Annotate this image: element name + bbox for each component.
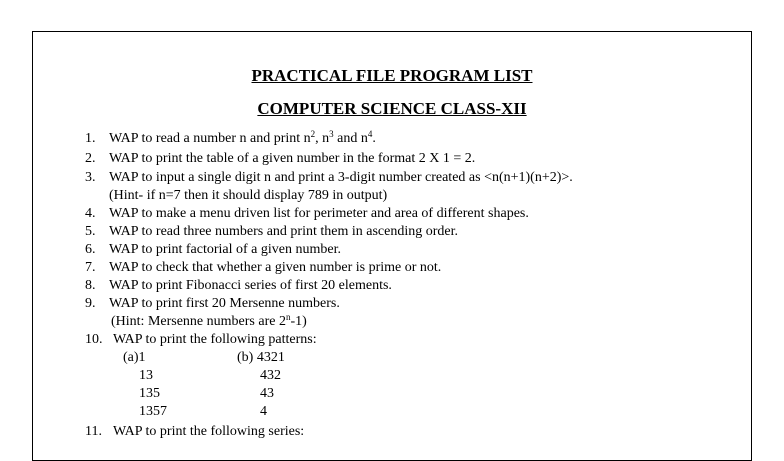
pattern-b-row: 4 xyxy=(260,404,267,419)
pattern-b-row: 43 xyxy=(260,386,274,401)
item-number: 4. xyxy=(85,206,96,221)
page-subtitle: COMPUTER SCIENCE CLASS-XII xyxy=(257,99,527,118)
pattern-a-row: 135 xyxy=(139,386,160,401)
item-text: WAP to read a number n and print $n^2$, $n^3$ and $n^4$. xyxy=(109,129,376,146)
item-number: 10. xyxy=(85,332,103,347)
item-text: WAP to print the table of a given number in the format 2 X 1 = 2. xyxy=(109,151,476,166)
item-3-hint: (Hint- if n=7 then it should display 789 in output) xyxy=(109,188,388,203)
item-number: 9. xyxy=(85,296,96,311)
item-number: 3. xyxy=(85,170,96,185)
pattern-a-label: (a)1 xyxy=(123,350,146,365)
item-text: WAP to print Fibonacci series of first 20 elements. xyxy=(109,278,392,293)
pattern-a-row: 1357 xyxy=(139,404,167,419)
item-number: 6. xyxy=(85,242,96,257)
item-number: 5. xyxy=(85,224,96,239)
item-text: WAP to print the following series: xyxy=(113,424,305,439)
item-number: 7. xyxy=(85,260,96,275)
item-text: WAP to input a single digit n and print a 3-digit number created as <n(n+1)(n+2)>. xyxy=(109,170,573,185)
item-text: WAP to make a menu driven list for perimeter and area of different shapes. xyxy=(109,206,529,221)
item-text: WAP to read three numbers and print them in ascending order. xyxy=(109,224,458,239)
pattern-b-row: 432 xyxy=(260,368,281,383)
item-text: WAP to print first 20 Mersenne numbers. xyxy=(109,296,340,311)
pattern-b-label: (b) 4321 xyxy=(237,350,285,365)
item-number: 2. xyxy=(85,151,96,166)
item-9-hint: (Hint: Mersenne numbers are 2$^n$-1) xyxy=(111,312,307,329)
item-number: 1. xyxy=(85,131,96,146)
item-text: WAP to check that whether a given number is prime or not. xyxy=(109,260,442,275)
item-number: 8. xyxy=(85,278,96,293)
item-number: 11. xyxy=(85,424,102,439)
pattern-a-row: 13 xyxy=(139,368,153,383)
page-title: PRACTICAL FILE PROGRAM LIST xyxy=(251,66,533,85)
item-text: WAP to print factorial of a given number. xyxy=(109,242,341,257)
item-text: WAP to print the following patterns: xyxy=(113,332,317,347)
